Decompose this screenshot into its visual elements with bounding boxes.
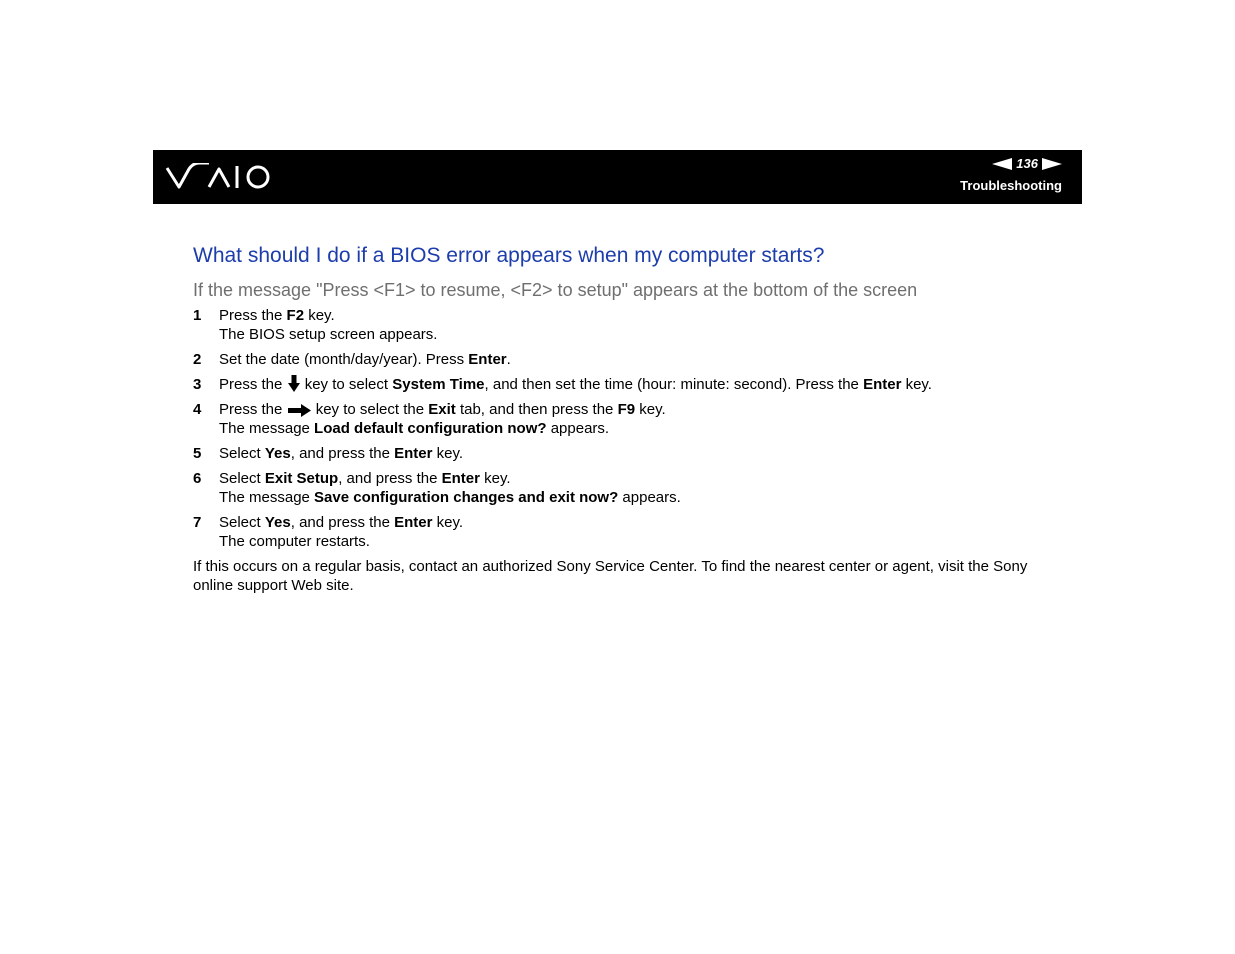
step-number: 1 [193, 307, 202, 324]
step-number: 4 [193, 401, 202, 418]
step-result: The message Load default configuration now? appears. [219, 420, 610, 437]
support-note: If this occurs on a regular basis, contact an authorized Sony Service Center. To find the nearest center or agent, visit the Sony online support Web site. [193, 558, 1028, 594]
step-result: The BIOS setup screen appears. [219, 326, 438, 343]
step-item [193, 306, 1053, 344]
step-item [193, 375, 1053, 394]
step-item [193, 350, 1053, 369]
step-item [193, 469, 1053, 507]
step-text: Press the key to select System Time, and then set the time (hour: minute: second). Press the Enter key. [219, 376, 932, 393]
step-number: 5 [193, 445, 202, 462]
down-arrow-key-icon [288, 375, 300, 392]
main-content [193, 242, 1053, 595]
page-navigation [992, 156, 1062, 172]
step-item [193, 400, 1053, 438]
step-number: 2 [193, 351, 202, 368]
step-item [193, 444, 1053, 463]
steps-list [193, 306, 1053, 551]
step-text: Select Yes, and press the Enter key. [219, 514, 464, 531]
header-bar [153, 150, 1082, 204]
step-result: The message Save configuration changes and exit now? appears. [219, 489, 681, 506]
step-text: Press the key to select the Exit tab, and then press the F9 key. [219, 401, 666, 418]
step-text: Select Yes, and press the Enter key. [219, 445, 464, 462]
next-page-icon[interactable] [1042, 158, 1062, 170]
step-result: The computer restarts. [219, 533, 370, 550]
step-item [193, 513, 1053, 551]
page-subtitle: If the message "Press <F1> to resume, <F2> to setup" appears at the bottom of the screen [193, 280, 918, 300]
section-name[interactable]: Troubleshooting [960, 178, 1062, 193]
step-number: 6 [193, 470, 202, 487]
step-number: 7 [193, 514, 202, 531]
page-number: 136 [1016, 156, 1038, 171]
right-arrow-key-icon [288, 404, 311, 417]
step-text: Select Exit Setup, and press the Enter key. [219, 470, 511, 487]
prev-page-icon[interactable] [992, 158, 1012, 170]
step-text: Press the F2 key. [219, 307, 335, 324]
page-title: What should I do if a BIOS error appears when my computer starts? [193, 244, 825, 267]
step-number: 3 [193, 376, 202, 393]
step-text: Set the date (month/day/year). Press Enter. [219, 351, 511, 368]
vaio-logo [165, 163, 271, 196]
